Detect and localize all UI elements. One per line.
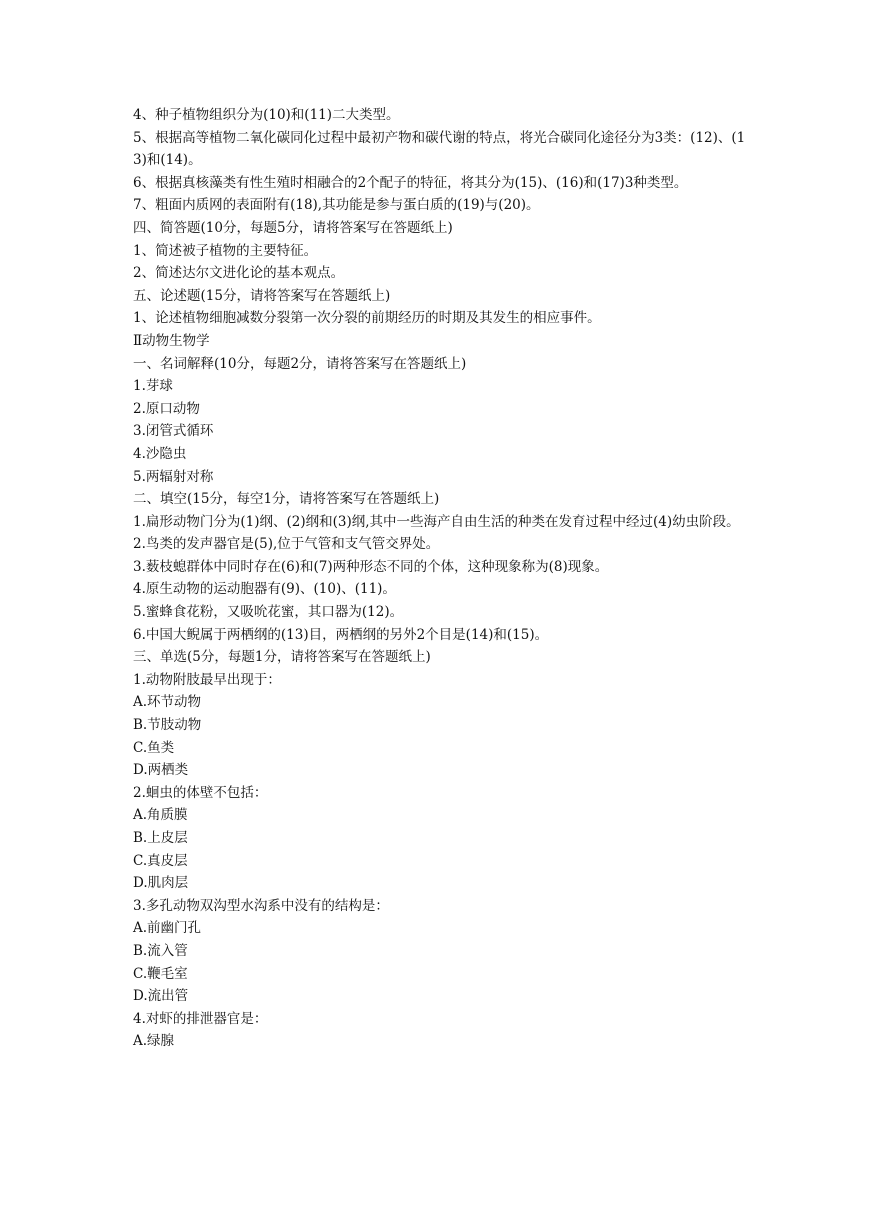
text-line: 1、论述植物细胞减数分裂第一次分裂的前期经历的时期及其发生的相应事件。 xyxy=(133,310,601,327)
text-line: 4.原生动物的运动胞器有(9)、(10)、(11)。 xyxy=(133,581,396,598)
section-heading: 一、名词解释(10分，每题2分，请将答案写在答题纸上) xyxy=(133,355,467,372)
text-line: 4、种子植物组织分为(10)和(11)二大类型。 xyxy=(133,107,400,123)
question-line: 1.动物附肢最早出现于： xyxy=(133,671,281,688)
option-line: D.流出管 xyxy=(133,988,189,1005)
option-line: D.两栖类 xyxy=(133,762,189,779)
section-heading: 五、论述题(15分，请将答案写在答题纸上) xyxy=(133,287,391,304)
text-line: 1.芽球 xyxy=(133,378,173,395)
text-line: 6、根据真核藻类有性生殖时相融合的2个配子的特征，将其分为(15)、(16)和(17)3种类型。 xyxy=(133,174,688,191)
text-line: 6.中国大鲵属于两栖纲的(13)目，两栖纲的另外2个目是(14)和(15)。 xyxy=(133,626,549,643)
option-line: C.鞭毛室 xyxy=(133,965,188,982)
option-line: A.前幽门孔 xyxy=(133,920,202,937)
option-line: A.角质膜 xyxy=(133,807,188,824)
text-line: 4.沙隐虫 xyxy=(133,445,187,462)
option-line: B.节肢动物 xyxy=(133,717,202,734)
question-line: 2.蛔虫的体壁不包括： xyxy=(133,784,268,801)
option-line: A.环节动物 xyxy=(133,694,202,711)
section-heading: 四、简答题(10分，每题5分，请将答案写在答题纸上) xyxy=(133,219,453,236)
section-heading: 二、填空(15分，每空1分，请将答案写在答题纸上) xyxy=(133,491,440,508)
text-line: 7、粗面内质网的表面附有(18),其功能是参与蛋白质的(19)与(20)。 xyxy=(133,197,540,214)
option-line: A.绿腺 xyxy=(133,1033,175,1050)
option-line: B.上皮层 xyxy=(133,830,188,846)
text-line: 1、简述被子植物的主要特征。 xyxy=(133,242,318,259)
text-line: 2.原口动物 xyxy=(133,400,200,417)
document-body xyxy=(133,104,751,1053)
text-line: 3.薮枝螅群体中同时存在(6)和(7)两种形态不同的个体，这种现象称为(8)现象。 xyxy=(133,558,609,575)
text-line: 5.两辐射对称 xyxy=(133,468,214,485)
section-heading: 三、单选(5分，每题1分，请将答案写在答题纸上) xyxy=(133,649,431,666)
option-line: B.流入管 xyxy=(133,942,188,959)
text-line: 2、简述达尔文进化论的基本观点。 xyxy=(133,265,345,282)
option-line: C.真皮层 xyxy=(133,852,188,869)
option-line: D.肌肉层 xyxy=(133,875,189,892)
question-line: 3.多孔动物双沟型水沟系中没有的结构是： xyxy=(133,897,389,914)
text-line: 1.扁形动物门分为(1)纲、(2)纲和(3)纲,其中一些海产自由生活的种类在发育过程中经过(4)幼虫阶段。 xyxy=(133,513,740,530)
text-line: 3.闭管式循环 xyxy=(133,423,214,440)
question-line: 4.对虾的排泄器官是： xyxy=(133,1010,268,1027)
option-line: C.鱼类 xyxy=(133,739,175,756)
text-line: 2.鸟类的发声器官是(5),位于气管和支气管交界处。 xyxy=(133,536,440,553)
text-line: 5.蜜蜂食花粉，又吸吮花蜜，其口器为(12)。 xyxy=(133,604,404,621)
text-line: 5、根据高等植物二氧化碳同化过程中最初产物和碳代谢的特点，将光合碳同化途径分为3类：(12)、(13)和(14)。 xyxy=(133,129,746,169)
part-heading: Ⅱ动物生物学 xyxy=(133,332,210,349)
